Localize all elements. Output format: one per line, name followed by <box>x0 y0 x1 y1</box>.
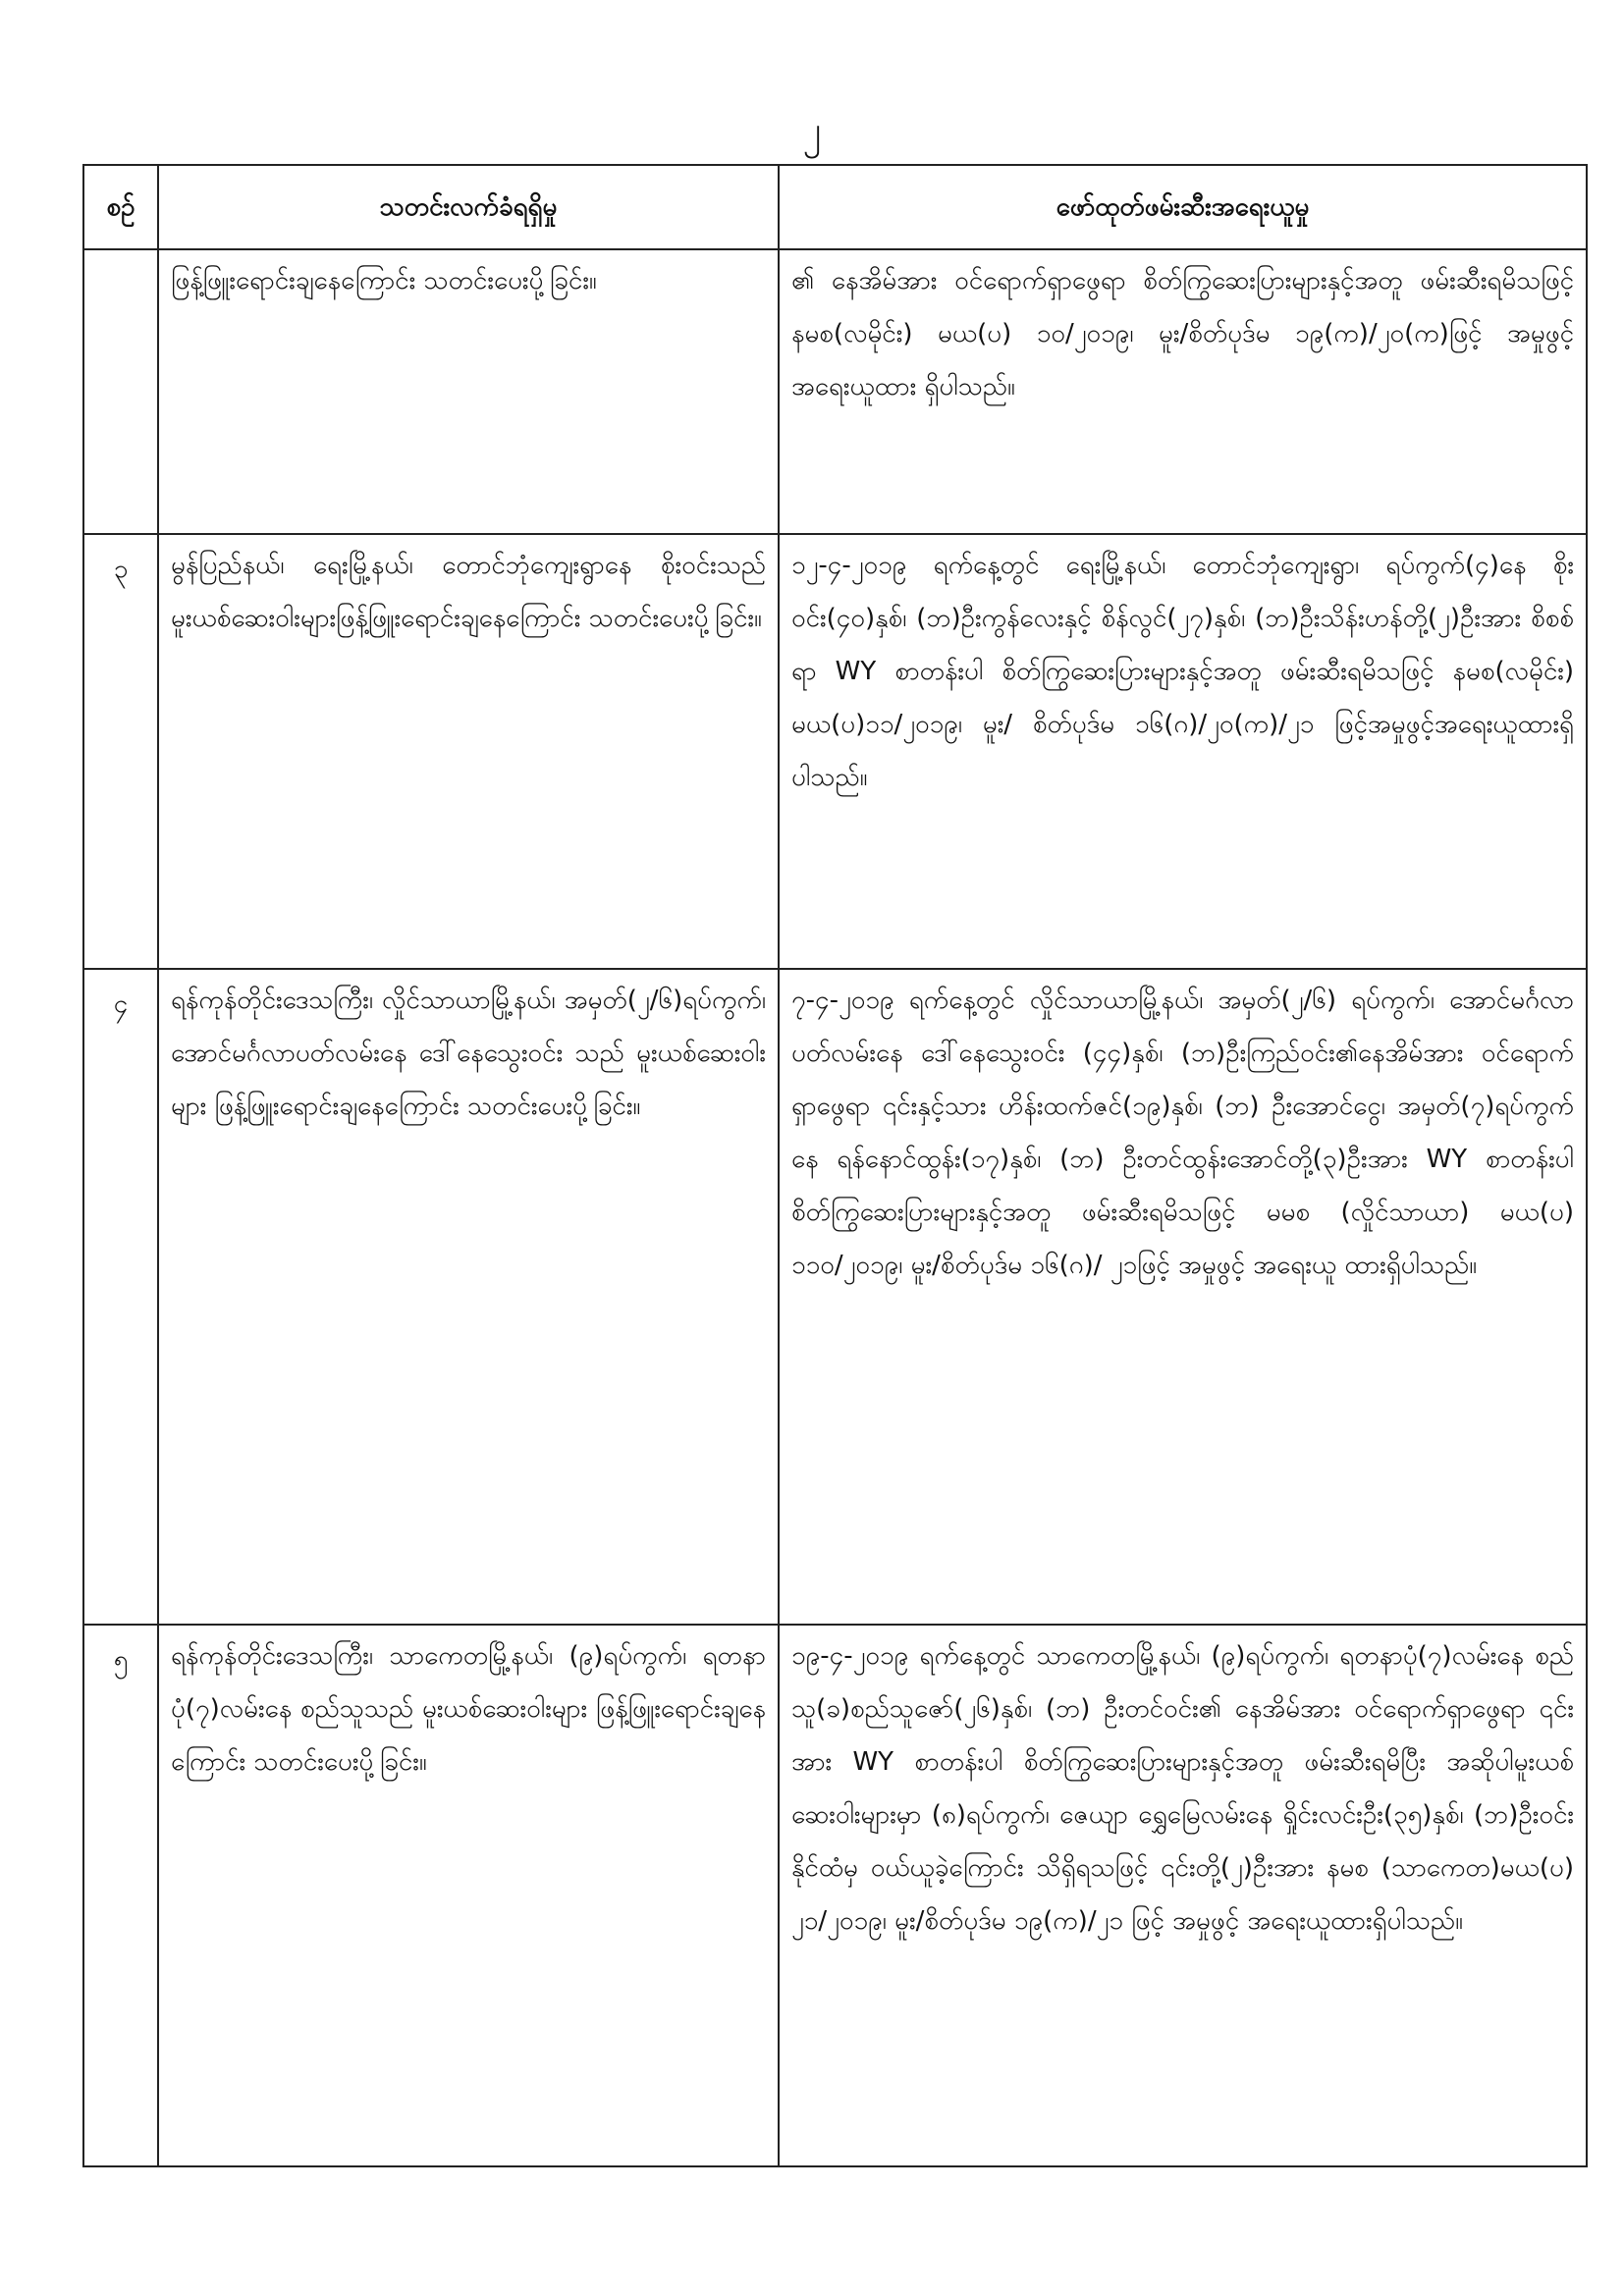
row-action: ၁၉-၄-၂၀၁၉ ရက်နေ့တွင် သာကေတမြို့နယ်၊ (၉)ရပ်ကွက်၊ ရတနာပုံ(၇)လမ်းနေ စည်သူ(ခ)စည်သူဇော်(၂၆)နှစ်၊ (ဘ) ဦးတင်ဝင်း၏ နေအိမ်အား ဝင်ရောက်ရှာဖွေရာ ၎င်းအား WY စာတန်းပါ စိတ်ကြွဆေးပြားများနှင့်အတူ ဖမ်းဆီးရမိပြီး အဆိုပါမူးယစ်ဆေးဝါးများမှာ (၈)ရပ်ကွက်၊ ဇေယျာ ရွှေမြေလမ်းနေ ရှိုင်းလင်းဦး(၃၅)နှစ်၊ (ဘ)ဦးဝင်းနိုင်ထံမှ ဝယ်ယူခဲ့ကြောင်း သိရှိရသဖြင့် ၎င်းတို့(၂)ဦးအား နမစ (သာကေတ)မယ(ပ) ၂၁/၂၀၁၉၊ မူး/စိတ်ပုဒ်မ ၁၉(က)/၂၁ ဖြင့် အမှုဖွင့် အရေးယူထားရှိပါသည်။ <box>779 1625 1587 2166</box>
row-information: ရန်ကုန်တိုင်းဒေသကြီး၊ သာကေတမြို့နယ်၊ (၉)ရပ်ကွက်၊ ရတနာပုံ(၇)လမ်းနေ စည်သူသည် မူးယစ်ဆေးဝါးများ ဖြန့်ဖြူးရောင်းချနေကြောင်း သတင်းပေးပို့ခြင်း။ <box>158 1625 779 2166</box>
table-header-row <box>83 165 1587 249</box>
row-information: မွန်ပြည်နယ်၊ ရေးမြို့နယ်၊ တောင်ဘုံကျေးရွာနေ စိုးဝင်းသည် မူးယစ်ဆေးဝါးများဖြန့်ဖြူးရောင်းချနေကြောင်း သတင်းပေးပို့ခြင်း။ <box>158 534 779 969</box>
row-information: ရန်ကုန်တိုင်းဒေသကြီး၊ လှိုင်သာယာမြို့နယ်၊ အမှတ်(၂/၆)ရပ်ကွက်၊ အောင်မင်္ဂလာပတ်လမ်းနေ ဒေါ်နေသွေးဝင်း သည် မူးယစ်ဆေးဝါးများ ဖြန့်ဖြူးရောင်းချနေကြောင်း သတင်းပေးပို့ခြင်း။ <box>158 969 779 1625</box>
row-information: ဖြန့်ဖြူးရောင်းချနေကြောင်း သတင်းပေးပို့ခြင်း။ <box>158 249 779 534</box>
row-number <box>83 249 158 534</box>
table-row <box>83 249 1587 534</box>
page-number: ၂ <box>802 108 822 151</box>
header-number: စဉ် <box>83 165 158 249</box>
table-row <box>83 1625 1587 2166</box>
row-action: ၏ နေအိမ်အား ဝင်ရောက်ရှာဖွေရာ စိတ်ကြွဆေးပြားများနှင့်အတူ ဖမ်းဆီးရမိသဖြင့် နမစ(လမိုင်း) မယ(ပ) ၁၀/၂၀၁၉၊ မူး/စိတ်ပုဒ်မ ၁၉(က)/၂၀(က)ဖြင့် အမှုဖွင့် အရေးယူထား ရှိပါသည်။ <box>779 249 1587 534</box>
report-table <box>82 164 1588 2167</box>
row-action: ၇-၄-၂၀၁၉ ရက်နေ့တွင် လှိုင်သာယာမြို့နယ်၊ အမှတ်(၂/၆) ရပ်ကွက်၊ အောင်မင်္ဂလာပတ်လမ်းနေ ဒေါ်နေသွေးဝင်း (၄၄)နှစ်၊ (ဘ)ဦးကြည်ဝင်း၏နေအိမ်အား ဝင်ရောက်ရှာဖွေရာ ၎င်းနှင့်သား ဟိန်းထက်ဇင်(၁၉)နှစ်၊ (ဘ) ဦးအောင်ငွေ၊ အမှတ်(၇)ရပ်ကွက်နေ ရန်နောင်ထွန်း(၁၇)နှစ်၊ (ဘ) ဦးတင်ထွန်းအောင်တို့(၃)ဦးအား WY စာတန်းပါ စိတ်ကြွဆေးပြားများနှင့်အတူ ဖမ်းဆီးရမိသဖြင့် မမစ (လှိုင်သာယာ) မယ(ပ) ၁၁၀/၂၀၁၉၊ မူး/စိတ်ပုဒ်မ ၁၆(ဂ)/ ၂၁ဖြင့် အမှုဖွင့် အရေးယူ ထားရှိပါသည်။ <box>779 969 1587 1625</box>
row-number: ၅ <box>83 1625 158 2166</box>
row-number: ၃ <box>83 534 158 969</box>
header-information: သတင်းလက်ခံရရှိမှု <box>158 165 779 249</box>
row-action: ၁၂-၄-၂၀၁၉ ရက်နေ့တွင် ရေးမြို့နယ်၊ တောင်ဘုံကျေးရွာ၊ ရပ်ကွက်(၄)နေ စိုးဝင်း(၄၀)နှစ်၊ (ဘ)ဦးကွန်လေးနှင့် စိန်လွင်(၂၇)နှစ်၊ (ဘ)ဦးသိန်းဟန်တို့(၂)ဦးအား စိစစ်ရာ WY စာတန်းပါ စိတ်ကြွဆေးပြားများနှင့်အတူ ဖမ်းဆီးရမိသဖြင့် နမစ(လမိုင်း) မယ(ပ)၁၁/၂၀၁၉၊ မူး/ စိတ်ပုဒ်မ ၁၆(ဂ)/၂၀(က)/၂၁ ဖြင့်အမှုဖွင့်အရေးယူထားရှိပါသည်။ <box>779 534 1587 969</box>
header-action: ဖော်ထုတ်ဖမ်းဆီးအရေးယူမှု <box>779 165 1587 249</box>
table-row <box>83 534 1587 969</box>
row-number: ၄ <box>83 969 158 1625</box>
table-row <box>83 969 1587 1625</box>
